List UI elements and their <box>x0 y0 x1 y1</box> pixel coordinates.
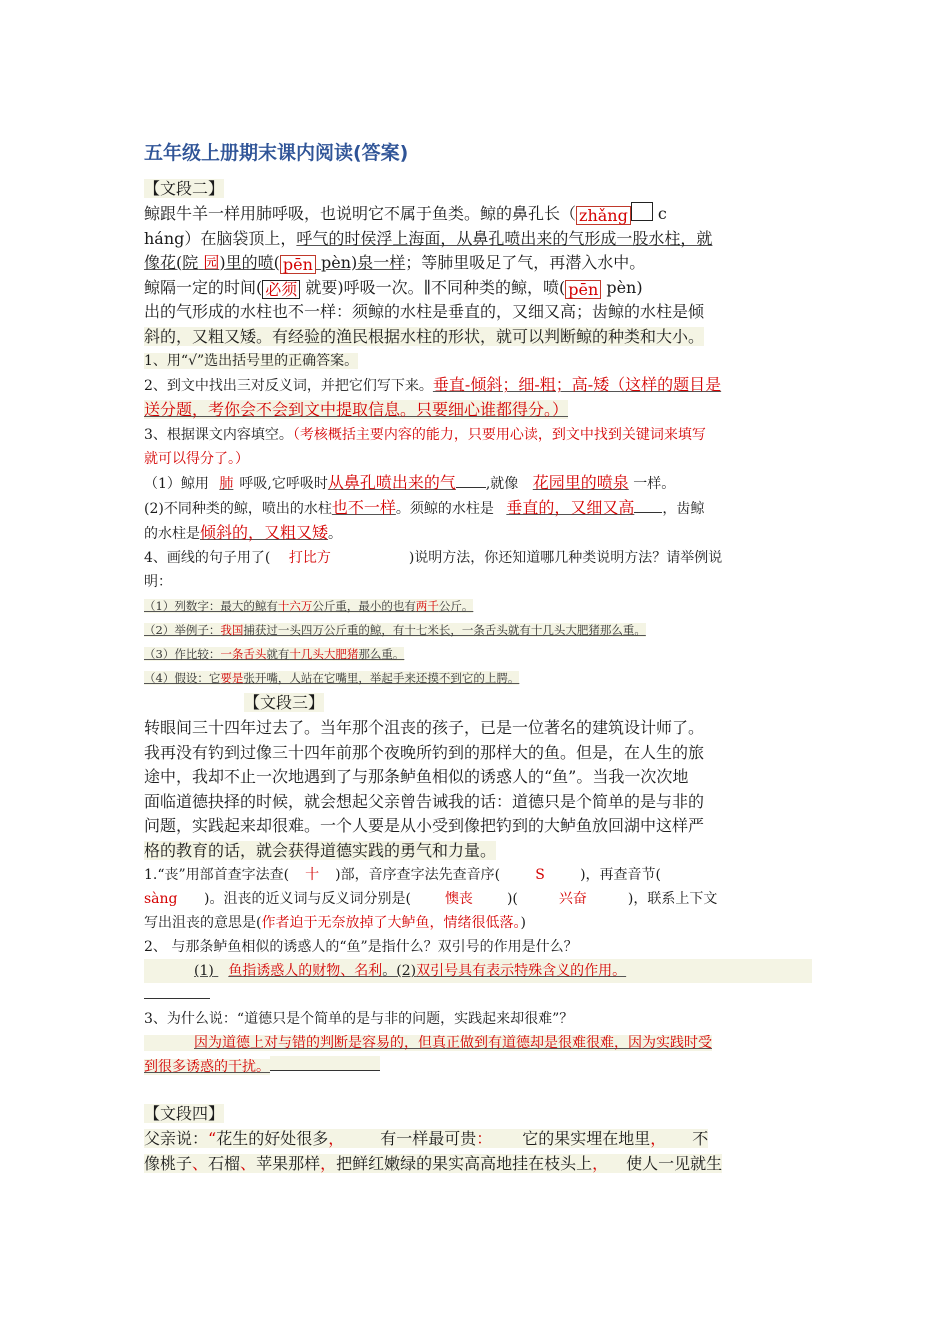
s2-ex1-r1: 十六万 <box>277 599 313 613</box>
s4-l2-r1: 、 <box>192 1153 209 1173</box>
s3-q1-g: 写出沮丧的意思是( <box>144 915 262 931</box>
s2-ex2-b: 捕获过一头四万公斤重的鲸，有十七米长，一条舌头就有十几头大肥猪那么重。 <box>243 623 646 637</box>
s2-q1-text: 1、用“√”选出括号里的正确答案。 <box>144 353 359 369</box>
section4-heading <box>144 1101 812 1127</box>
s4-l2-b: 石榴 <box>208 1153 241 1173</box>
s2-ex4-r: 要是 <box>220 671 244 685</box>
s2-ex3-r1: 一条舌头 <box>220 647 267 661</box>
s2-line1-text: 鲸跟牛羊一样用肺呼吸，也说明它不属于鱼类。鲸的鼻孔长（ <box>144 204 577 223</box>
s2-ex2-r: 我国 <box>220 623 244 637</box>
s3-q1-d: )。沮丧的近义词与反义词分别是( <box>204 891 411 907</box>
s3-p6-text: 格的教育的话，就会获得道德实践的勇气和力量。 <box>144 840 497 860</box>
s2-q3-2-answer3: 倾斜的，又粗又矮 <box>200 523 329 542</box>
s4-l1-r3: ： <box>476 1129 493 1148</box>
s2-q3-1-answer3: 花园里的喷泉 <box>532 473 629 492</box>
s2-line5: 出的气形成的水柱也不一样：须鲸的水柱是垂直的，又细又高；齿鲸的水柱是倾 <box>144 302 705 321</box>
section2-heading-text: 【文段二】 <box>144 179 225 198</box>
s3-question2-answer <box>144 959 812 983</box>
s2-q3-note: （考核概括主要内容的能力，只要用心读，到文中找到关键词来填写 <box>292 427 706 443</box>
s2-question3-2 <box>144 496 812 521</box>
s3-p6 <box>144 839 812 864</box>
s2-line4 <box>144 276 812 301</box>
s2-question3-2-cont <box>144 521 812 546</box>
s4-line1 <box>144 1127 812 1152</box>
s2-question2-cont <box>144 398 812 423</box>
s2-q3-2-answer1: 也不一样 <box>331 498 396 517</box>
s3-q2-answer-line <box>144 959 812 983</box>
section2-heading <box>144 176 812 202</box>
s3-q3-text: 3、为什么说：“道德只是个简单的是与非的问题，实践起来却很难”？ <box>144 1011 574 1027</box>
s2-q4-b: )说明方法，你还知道哪几种类说明方法？请举例说 <box>408 550 723 566</box>
s2-line2 <box>144 227 812 252</box>
s3-p2: 我再没有钓到过像三十四年前那个夜晚所钓到的那样大的鱼。但是，在人生的旅 <box>144 742 705 762</box>
s3-question2 <box>144 935 812 959</box>
s2-q4-answer: 打比方 <box>288 550 331 566</box>
s2-q3-2-b: 。须鲸的水柱是 <box>395 501 494 517</box>
s2-ex3-b: 就有 <box>266 647 290 661</box>
s2-ex1-line <box>144 599 473 613</box>
s3-q1-answer6: 作者迫于无奈放掉了大鲈鱼，情绪很低落。 <box>261 915 521 931</box>
s2-q3-2-d: 的水柱是 <box>144 526 200 542</box>
s2-answer-zhang: zhǎng <box>576 206 631 225</box>
s2-q3-1-answer2: 从鼻孔喷出来的气 <box>327 473 456 492</box>
s2-q4-a: 4、画线的句子用了( <box>144 550 271 566</box>
s2-q3-1-c: ,就像 <box>485 476 519 492</box>
s2-q3-note-cont: 就可以得分了。） <box>144 451 249 467</box>
s2-line6 <box>144 325 812 350</box>
s2-q3-1-a: （1）鲸用 <box>144 476 209 492</box>
s2-question4 <box>144 546 812 570</box>
s2-line4-c: pèn) <box>601 277 643 297</box>
s2-question1 <box>144 349 812 373</box>
s2-question3-1 <box>144 471 812 496</box>
s2-option-yuan1: 院 <box>182 253 199 272</box>
s3-q2-ans-a: (1) <box>194 963 214 979</box>
s2-q3-2-c: ，齿鲸 <box>662 501 705 517</box>
s3-question3 <box>144 1007 812 1031</box>
s3-q2-blank-line <box>144 984 210 999</box>
s4-l2-r2: 、 <box>240 1153 257 1173</box>
s2-q2-answer: 垂直-倾斜；细-粗；高-矮（这样的题目是 <box>432 375 722 394</box>
s2-ex4-line <box>144 671 519 685</box>
document-content <box>144 140 812 1176</box>
s2-q3-1-b: 呼吸,它呼吸时 <box>239 476 328 492</box>
s2-line1-tail: c <box>652 204 667 223</box>
s2-ex2-a: （2）举例子： <box>144 623 221 637</box>
s2-line4-a: 鲸隔一定的时间( <box>144 277 263 297</box>
s2-ex4-b: 张开嘴，人站在它嘴里，举起手来还摸不到它的上腭。 <box>243 671 520 685</box>
s3-q1-a: 1.“丧”用部首查字法查( <box>144 867 290 883</box>
s2-ex3-line <box>144 647 404 661</box>
s2-q3-2-a: (2)不同种类的鲸，喷出的水柱 <box>144 501 332 517</box>
section3-heading-text: 【文段三】 <box>244 693 325 712</box>
s2-answer-pen1: pēn <box>280 255 316 274</box>
s4-l1-b: 花生的好处很多 <box>216 1129 329 1148</box>
s4-l1-a: 父亲说： <box>144 1129 209 1148</box>
s2-ex1-b: 公斤重，最小的也有 <box>312 599 416 613</box>
s2-line3-b: )里的喷( <box>219 253 280 272</box>
s3-q1-c: )，再查音节( <box>580 867 662 883</box>
s4-l1-c: 有一样最可贵 <box>380 1129 477 1148</box>
section3-passage <box>144 716 812 863</box>
s2-ex3-r2: 十几头大肥猪 <box>289 647 359 661</box>
s3-q1-answer5: 兴奋 <box>558 891 587 907</box>
s3-question1-cont <box>144 887 812 911</box>
s2-option-yuan2: 园 <box>203 253 220 272</box>
s2-question2 <box>144 373 812 398</box>
s2-line3-a: 像花( <box>144 253 183 272</box>
s2-q2-text: 2、到文中找出三对反义词，并把它们写下来。 <box>144 378 433 394</box>
section2-passage <box>144 202 812 349</box>
s3-p4: 面临道德抉择的时候，就会想起父亲曾告诫我的话：道德只是个简单的是与非的 <box>144 791 705 811</box>
s3-question3-answer-cont <box>144 1055 812 1079</box>
s2-example1 <box>144 594 812 618</box>
s2-ex1-a: （1）列数字：最大的鲸有 <box>144 599 278 613</box>
section3-heading <box>144 690 812 716</box>
s3-question1 <box>144 863 812 887</box>
s2-question3 <box>144 423 812 447</box>
s3-question3-answer <box>144 1031 812 1055</box>
s3-q3-answer: 因为道德上对与错的判断是容易的，但真正做到有道德却是很难很难，因为实践时受 <box>144 1035 712 1051</box>
s4-l2-r3: ， <box>320 1153 337 1173</box>
s4-line2 <box>144 1152 812 1177</box>
s2-q3-text: 3、根据课文内容填空。 <box>144 427 293 443</box>
s4-l1-e: 不 <box>692 1129 709 1148</box>
s3-q1-answer1: 十 <box>305 867 320 883</box>
s2-line3-underlined <box>144 253 405 272</box>
s4-l2-e: 使人一见就生 <box>626 1153 723 1173</box>
s2-q3-2-e: 。 <box>328 526 343 542</box>
s2-checkbox <box>631 202 653 221</box>
s2-ex2-line <box>144 623 646 637</box>
s2-line1 <box>144 202 812 227</box>
section4-passage <box>144 1127 812 1176</box>
s2-ex3-a: （3）作比较： <box>144 647 221 661</box>
s4-l1-r1: “ <box>208 1129 217 1148</box>
s2-line3-d: ；等肺里吸足了气，再潜入水中。 <box>405 253 646 272</box>
s3-q1-answer2: S <box>535 867 545 883</box>
s4-l2-a: 像桃子 <box>144 1153 193 1173</box>
s3-q1-answer4: 懊丧 <box>444 891 473 907</box>
s2-example4 <box>144 666 812 690</box>
s4-l2-c: 苹果那样 <box>256 1153 321 1173</box>
s4-l1-r2: ， <box>328 1129 345 1148</box>
page-title: 五年级上册期末课内阅读(答案) <box>144 142 409 164</box>
s2-question3-note-cont <box>144 447 812 471</box>
s4-l2-d: 把鲜红嫩绿的果实高高地挂在枝头上 <box>336 1153 593 1173</box>
s2-example2 <box>144 618 812 642</box>
s2-line2-underlined: 呼气的时侯浮上海面，从鼻孔喷出来的气形成一股水柱，就 <box>296 228 713 248</box>
s3-q1-h: ) <box>520 915 526 931</box>
s2-ex4-a: （4）假设：它 <box>144 671 221 685</box>
s3-q1-e: )( <box>506 891 518 907</box>
s4-line2-hl <box>144 1154 722 1173</box>
s3-q2-answer1: 鱼指诱惑人的财物、名利 <box>228 963 383 979</box>
s4-l1-r4: ， <box>650 1129 667 1148</box>
s2-line3 <box>144 251 812 276</box>
s2-ex1-r2: 两千 <box>415 599 439 613</box>
s2-answer-pen2: pēn <box>565 280 601 299</box>
s2-q3-1-d: 一样。 <box>633 476 676 492</box>
s2-ex1-c: 公斤。 <box>438 599 474 613</box>
s2-q3-1-answer1: 肺 <box>219 476 234 492</box>
s3-q3-answer-cont: 到很多诱惑的干扰。 <box>144 1059 270 1075</box>
s3-q2-text: 2、 与那条鲈鱼相似的诱惑人的“鱼”是指什么？双引号的作用是什么？ <box>144 939 578 955</box>
s3-p5: 问题，实践起来却很难。一个人要是从小受到像把钓到的大鲈鱼放回湖中这样严 <box>144 816 705 835</box>
s4-l1-d: 它的果实埋在地里 <box>522 1129 651 1148</box>
s4-line1-hl <box>144 1129 708 1148</box>
s2-q4-c: 明： <box>144 574 172 590</box>
s2-line6-text: 斜的，又粗又矮。有经验的渔民根据水柱的形状，就可以判断鲸的种类和大小。 <box>144 326 705 346</box>
s2-question4-cont <box>144 570 812 594</box>
s3-q2-answer2: 双引号具有表示特殊含义的作用。 <box>416 963 627 979</box>
s3-q1-f: )，联系上下文 <box>627 891 718 907</box>
s3-q1-b: )部，音序查字法先查音序( <box>335 867 501 883</box>
s2-q2-answer-cont: 送分题，考你会不会到文中提取信息。只要细心谁都得分。） <box>144 400 569 419</box>
s2-ex3-c: 那么重。 <box>358 647 405 661</box>
s3-q2-ans-b: 。(2) <box>382 963 417 979</box>
s2-line3-c: pèn)泉一样 <box>315 253 406 272</box>
s2-line4-b: 就要)呼吸一次。∥不同种类的鲸，喷( <box>300 277 566 297</box>
s3-question2-blank <box>144 983 812 1007</box>
s3-question1-cont2 <box>144 911 812 935</box>
s3-q1-answer3: sàng <box>144 891 178 907</box>
s3-p3: 途中，我却不止一次地遇到了与那条鲈鱼相似的诱惑人的“鱼”。当我一次次地 <box>144 767 689 786</box>
s2-answer-bixu: 必须 <box>262 280 300 299</box>
s2-line2-a: háng）在脑袋顶上， <box>144 228 297 248</box>
s2-q3-2-answer2: 垂直的，又细又高 <box>506 498 635 517</box>
s2-example3 <box>144 642 812 666</box>
s3-p1: 转眼间三十四年过去了。当年那个沮丧的孩子，已是一位著名的建筑设计师了。 <box>144 718 705 737</box>
section4-heading-text: 【文段四】 <box>144 1104 225 1123</box>
s4-l2-r4: ， <box>592 1153 609 1173</box>
